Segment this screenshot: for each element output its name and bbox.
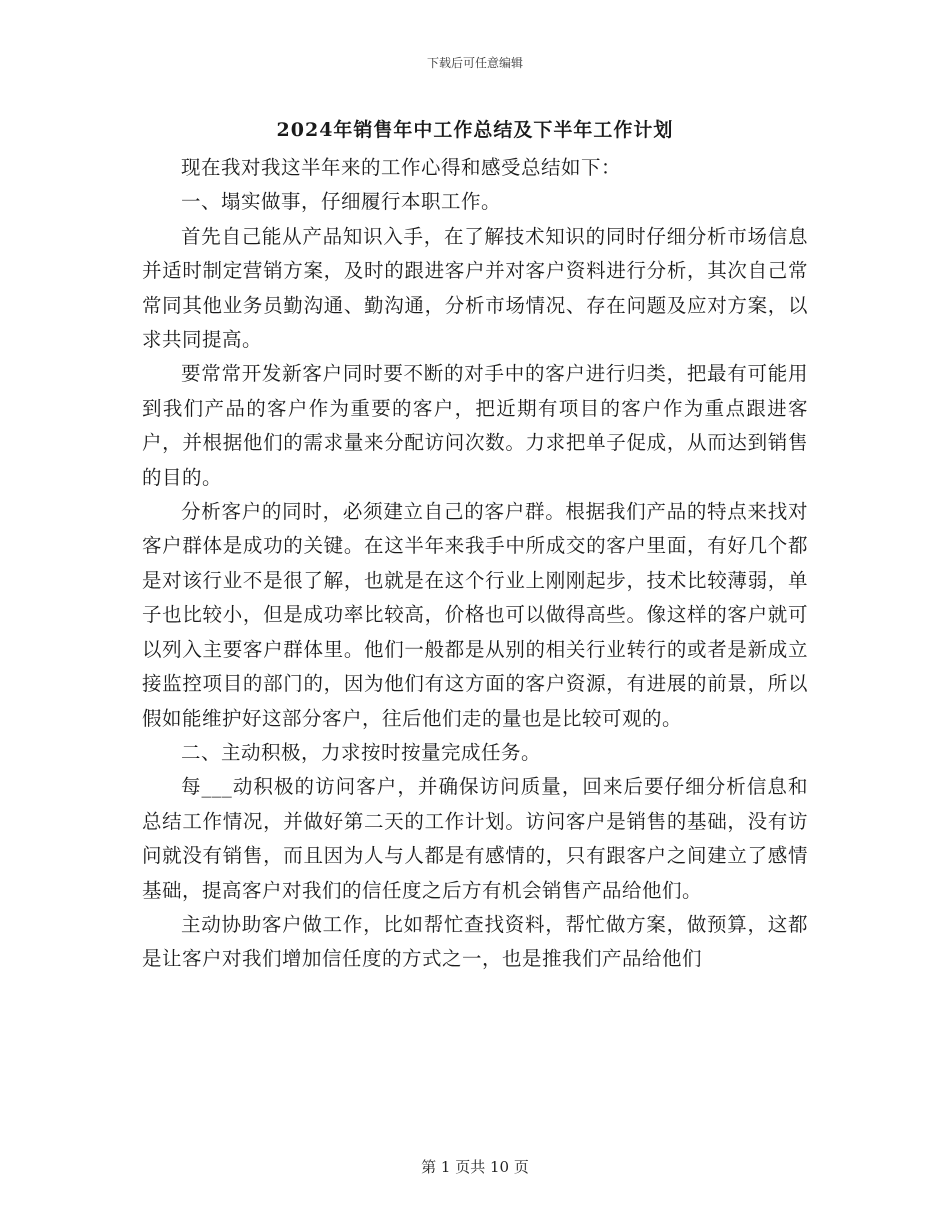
- paragraph: 要常常开发新客户同时要不断的对手中的客户进行归类，把最有可能用到我们产品的客户作为重要的客户，把近期有项目的客户作为重点跟进客户，并根据他们的需求量来分配访问次数。力求把单子促成，从而达到销售的目的。: [142, 362, 808, 489]
- paragraph: 每___动积极的访问客户，并确保访问质量，回来后要仔细分析信息和总结工作情况，并做好第二天的工作计划。访问客户是销售的基础，没有访问就没有销售，而且因为人与人都是有感情的，只有跟客户之间建立了感情基础，提高客户对我们的信任度之后方有机会销售产品给他们。: [142, 775, 808, 902]
- page-header-note: 下载后可任意编辑: [426, 56, 523, 70]
- paragraph: 分析客户的同时，必须建立自己的客户群。根据我们产品的特点来找对客户群体是成功的关键。在这半年来我手中所成交的客户里面，有好几个都是对该行业不是很了解，也就是在这个行业上刚刚起步，技术比较薄弱，单子也比较小，但是成功率比较高，价格也可以做得高些。像这样的客户就可以列入主要客户群体里。他们一般都是从别的相关行业转行的或者是新成立接监控项目的部门的，因为他们有这方面的客户资源，有进展的前景，所以假如能维护好这部分客户，往后他们走的量也是比较可观的。: [142, 500, 808, 730]
- paragraph: 首先自己能从产品知识入手，在了解技术知识的同时仔细分析市场信息并适时制定营销方案，及时的跟进客户并对客户资料进行分析，其次自己常常同其他业务员勤沟通、勤沟通，分析市场情况、存在问题及应对方案，以求共同提高。: [142, 224, 808, 352]
- paragraph: 主动协助客户做工作，比如帮忙查找资料，帮忙做方案，做预算，这都是让客户对我们增加信任度的方式之一，也是推我们产品给他们: [142, 912, 808, 971]
- paragraph-heading-2: 二、主动积极，力求按时按量完成任务。: [181, 740, 542, 764]
- document-title: 2024年销售年中工作总结及下半年工作计划: [276, 119, 674, 141]
- page-number-footer: 第 1 页共 10 页: [421, 1158, 529, 1176]
- document-body: [142, 151, 808, 977]
- paragraph-heading-1: 一、塌实做事，仔细履行本职工作。: [181, 190, 502, 214]
- paragraph-intro: 现在我对我这半年来的工作心得和感受总结如下：: [181, 156, 622, 179]
